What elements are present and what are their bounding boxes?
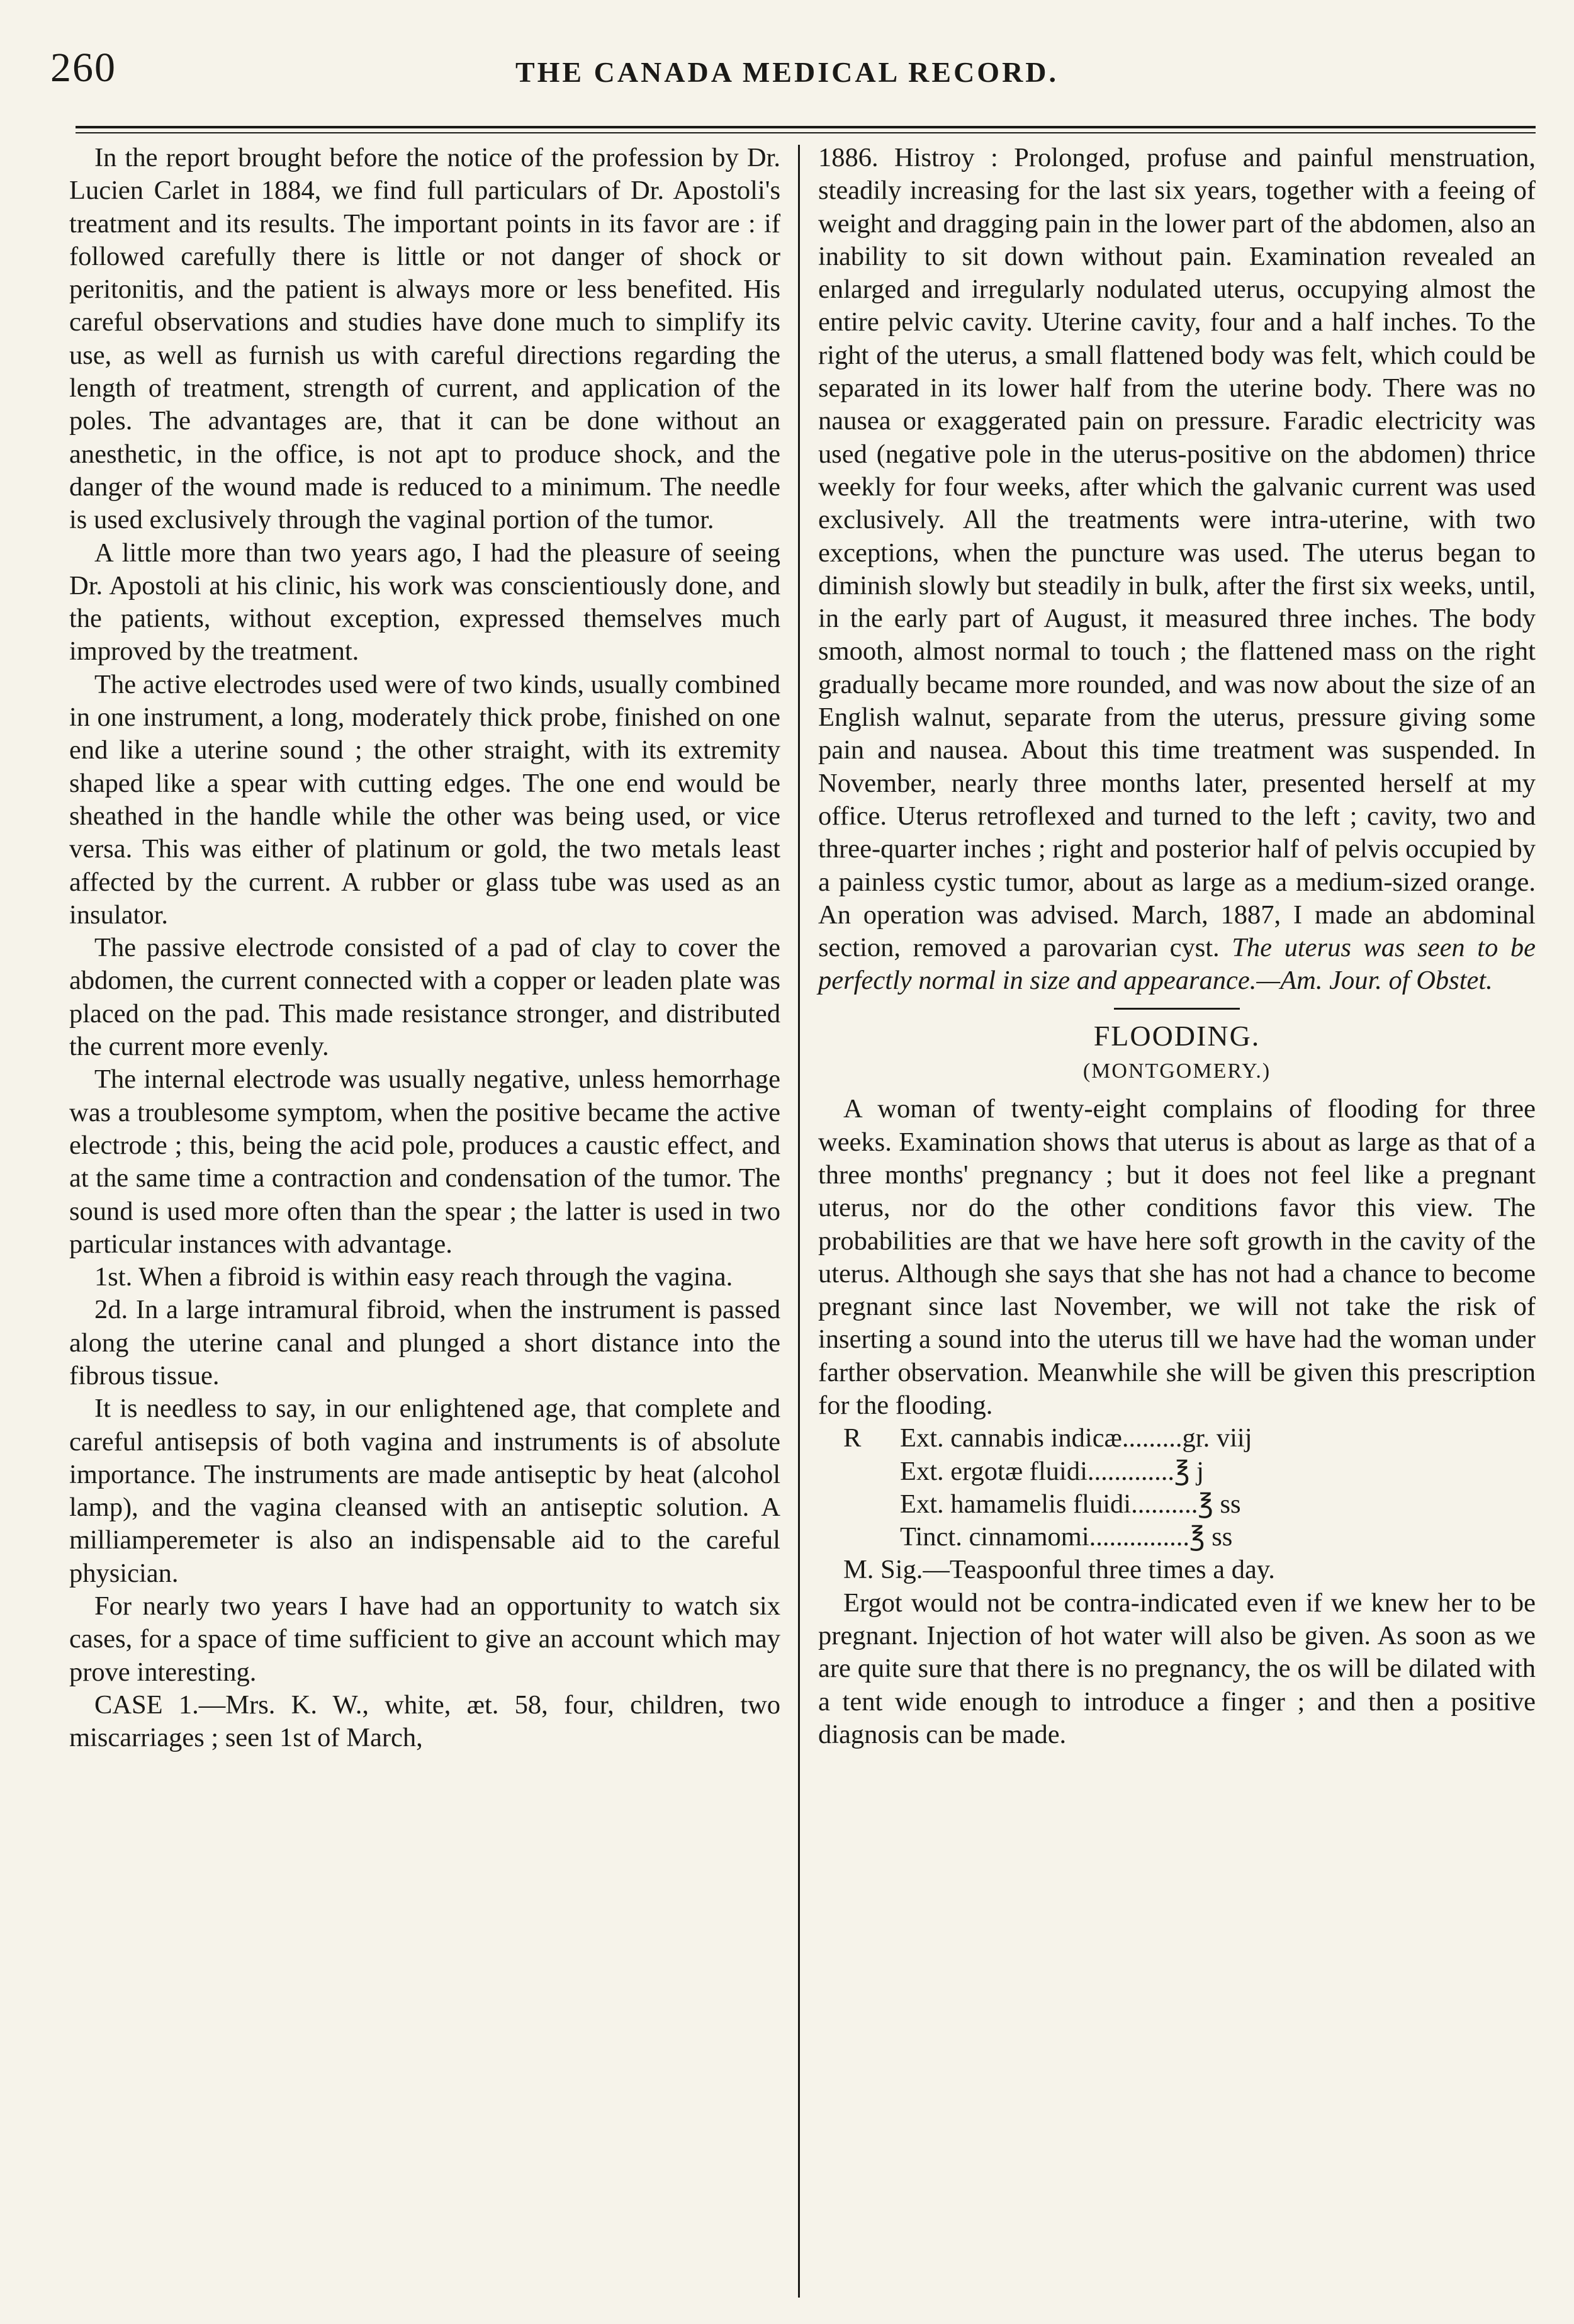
running-title: THE CANADA MEDICAL RECORD. (515, 56, 1059, 88)
header-rule (76, 126, 1536, 133)
prescription-row (843, 1488, 1536, 1521)
prescription-r-symbol: R (843, 1423, 862, 1453)
section-divider (1114, 1008, 1240, 1010)
paragraph: CASE 1.—Mrs. K. W., white, æt. 58, four, children, two miscarriages ; seen 1st of March, (69, 1689, 780, 1753)
case-continuation-text: 1886. Histroy : Prolonged, profuse and painful menstruation, steadily increasing for the last six years, together with a feeing of weight and dragging pain in the lower part of the abdomen, also an inability to sit down without pain. Examination revealed an enlarged and irregularly nodulated uterus, occupying almost the entire pelvic cavity. Uterine cavity, four and a half inches. To the right of the uterus, a small flattened body was felt, which could be separated in its lower half from the uterine body. There was no nausea or exaggerated pain on pressure. Faradic electricity was used (negative pole in the uterus-positive on the abdomen) thrice weekly for four weeks, after which the galvanic current was used exclusively. All the treatments were intra-uterine, with two exceptions, when the puncture was used. The uterus began to diminish slowly but steadily in bulk, after the first six weeks, until, in the early part of August, it measured three inches. The body smooth, almost normal to touch ; the flattened mass on the right gradually became more rounded, and was now about the size of an English walnut, separate from the uterus, pressure giving some pain and nausea. About this time treatment was suspended. In November, nearly three months later, presented herself at my office. Uterus retroflexed and turned to the left ; cavity, two and three-quarter inches ; right and posterior half of pelvis occupied by a painless cystic tumor, about as large as a medium-sized orange. An operation was advised. March, 1887, I made an abdominal section, removed a parovarian cyst. (818, 143, 1536, 963)
prescription-row (843, 1422, 1536, 1455)
paragraph: In the report brought before the notice of the profession by Dr. Lucien Carlet in 1884, we find full particulars of Dr. Apostoli's treatment and its results. The important points in its favor are : if followed carefully there is little or not danger of shock or peritonitis, and the patient is always more or less benefited. His careful observations and studies have done much to simplify its use, as well as furnish us with careful directions regarding the length of treatment, strength of current, and application of the poles. The advantages are, that it can be done without an anesthetic, in the office, is not apt to produce shock, and the danger of the wound made is reduced to a minimum. The needle is used exclusively through the vaginal portion of the tumor. (69, 143, 780, 535)
case-conclusion: The uterus was seen to be perfectly normal in size and appearance.—Am. Jour. of Obstet. (818, 933, 1536, 996)
prescription (843, 1422, 1536, 1554)
case-continuation (818, 142, 1536, 998)
paragraph: 2d. In a large intramural fibroid, when the instrument is passed along the uterine canal and plunged a short distance into the fibrous tissue. (69, 1295, 780, 1390)
page-number: 260 (50, 45, 116, 91)
prescription-row (843, 1455, 1536, 1488)
left-column (69, 142, 780, 1755)
column-divider (798, 145, 800, 2298)
paragraph: A woman of twenty-eight complains of flooding for three weeks. Examination shows that uterus is about as large as that of a three months' pregnancy ; but it does not feel like a pregnant uterus, nor do the other conditions favor this view. The probabilities are that we have here soft growth in the cavity of the uterus. Although she says that she has not had a chance to become pregnant since last November, we will not take the risk of inserting a sound into the uterus till we have had the woman under farther observation. Meanwhile she will be given this prescription for the flooding. (818, 1094, 1536, 1420)
paragraph: A little more than two years ago, I had the pleasure of seeing Dr. Apostoli at his clinic, his work was conscientiously done, and the patients, without exception, expressed themselves much improved by the treatment. (69, 538, 780, 667)
paragraph: The internal electrode was usually negative, unless hemorrhage was a troublesome symptom, when the positive became the active electrode ; this, being the acid pole, produces a caustic effect, and at the same time a contraction and condensation of the tumor. The sound is used more often than the spear ; the latter is used in two particular instances with advantage. (69, 1064, 780, 1259)
section-author: (MONTGOMERY.) (1082, 1059, 1271, 1083)
prescription-sig: M. Sig.—Teaspoonful three times a day. (843, 1555, 1275, 1585)
prescription-row (843, 1521, 1536, 1554)
prescription-item: Ext. cannabis indicæ.........gr. viij (900, 1423, 1252, 1453)
paragraph: For nearly two years I have had an opportunity to watch six cases, for a space of time sufficient to give an account which may prove interesting. (69, 1591, 780, 1687)
paragraph: It is needless to say, in our enlightened age, that complete and careful antisepsis of both vagina and instruments is of absolute importance. The instruments are made antiseptic by heat (alcohol lamp), and the vagina cleansed with an antiseptic solution. A milliamperemeter is also an indispensable aid to the careful physician. (69, 1394, 780, 1588)
paragraph: The active electrodes used were of two kinds, usually combined in one instrument, a long, moderately thick probe, finished on one end like a uterine sound ; the other straight, with its extremity shaped like a spear with cutting edges. The one end would be sheathed in the handle while the other was being used, or vice versa. This was either of platinum or gold, the two metals least affected by the current. A rubber or glass tube was used as an insulator. (69, 669, 780, 930)
paragraph: Ergot would not be contra-indicated even if we knew her to be pregnant. Injection of hot water will also be given. As soon as we are quite sure that there is no pregnancy, the os will be dilated with a tent wide enough to introduce a finger ; and then a positive diagnosis can be made. (818, 1588, 1536, 1749)
page-header (38, 25, 1536, 113)
prescription-item: Ext. ergotæ fluidi.............℥ j (900, 1456, 1204, 1486)
paragraph: The passive electrode consisted of a pad of clay to cover the abdomen, the current connected with a copper or leaden plate was placed on the pad. This made resistance stronger, and distributed the current more evenly. (69, 933, 780, 1062)
prescription-item: Tinct. cinnamomi...............℥ ss (900, 1522, 1233, 1552)
prescription-item: Ext. hamamelis fluidi..........℥ ss (900, 1489, 1241, 1519)
right-column (818, 142, 1536, 1751)
paragraph: 1st. When a fibroid is within easy reach through the vagina. (94, 1262, 733, 1292)
section-title: FLOODING. (1093, 1019, 1261, 1052)
